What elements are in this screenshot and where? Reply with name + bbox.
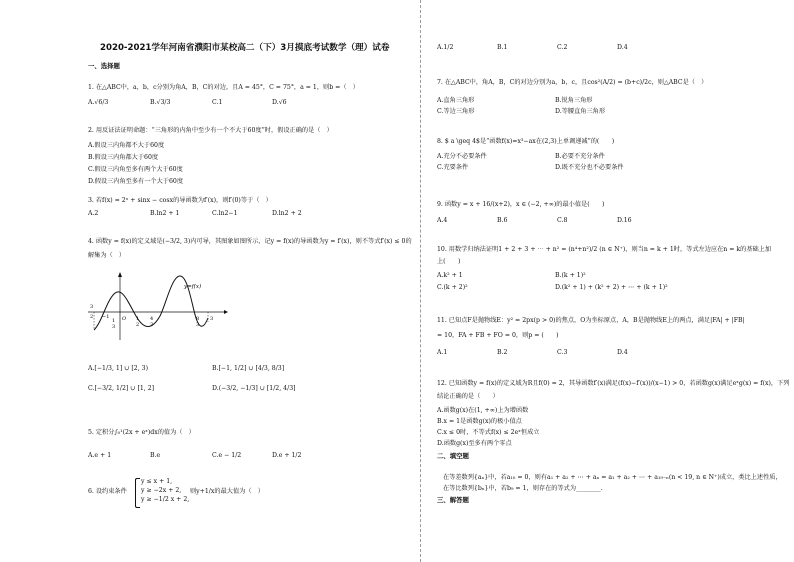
q10-stem-line1: 10. 用数学归纳法证明1 + 2 + 3 + ⋯ + n² = (n⁴+n²)/2 (n ∈ N⁺)，则当n = k + 1时，等式左边应在n = k的基础上加 — [437, 246, 772, 253]
q11-option-d: D.4 — [617, 349, 628, 356]
q11-option-a: A.1 — [437, 349, 448, 356]
tick-label: 3 — [196, 322, 200, 328]
q12-option-b: B.x = 1是函数g(x)的极小值点 — [437, 418, 522, 425]
q1-option-c: C.1 — [212, 99, 223, 106]
q4-option-d: D.(−3/2, −1/3] ∪ [1/2, 4/3] — [212, 385, 296, 392]
curve-label: y=f(x) — [184, 284, 202, 290]
q2-option-d: D.假设三内角至多有一个大于60度 — [88, 178, 184, 185]
q4-stem-line2: 解集为（ ） — [88, 252, 126, 259]
q11-option-c: C.3 — [557, 349, 568, 356]
right-column — [425, 0, 794, 562]
tick-label: 2 — [136, 322, 140, 328]
q6-condition-3: y ≥ −1/2 x + 2, — [141, 496, 190, 503]
constraint-brace — [135, 478, 140, 508]
q3-option-b: B.ln2 + 1 — [150, 210, 180, 217]
section-choice-heading: 一、选择题 — [88, 62, 120, 70]
q6-condition-2: y ≥ −2x + 2, — [141, 487, 182, 494]
q12-option-a: A.函数g(x)在(1, +∞)上为增函数 — [437, 407, 529, 414]
q10-option-c: C.(k + 2)² — [437, 284, 468, 291]
q4-function-graph — [88, 272, 228, 342]
tick-label: 3 — [112, 324, 116, 330]
q8-option-b: B.必要不充分条件 — [555, 153, 605, 160]
tick-label: −1 — [102, 314, 110, 320]
q11-stem-line2: = 10，FA + FB + FO = 0，则p = ( ) — [437, 332, 559, 339]
q2-option-c: C.假设三内角至多有两个大于60度 — [88, 166, 183, 173]
y-axis-arrow-icon — [118, 272, 122, 277]
q5-option-b: B.e — [150, 452, 161, 459]
q1-stem: 1. 在△ABC中，a，b，c分别为角A，B，C的对边，且A = 45°，C = 75°，a = 1，则b =（ ） — [88, 84, 359, 91]
q13-stem-line2: 在等比数列{bₙ}中，若b₉ = 1，则存在的等式为________. — [443, 485, 603, 492]
tick-label: 1 — [136, 316, 140, 322]
q5-option-c: C.e − 1/2 — [212, 452, 242, 459]
section-fill-heading: 二、填空题 — [437, 452, 469, 460]
q8-option-a: A.充分不必要条件 — [437, 153, 487, 160]
q8-option-d: D.既不充分也不必要条件 — [555, 164, 624, 171]
q4-option-c: C.[−3/2, 1/2] ∪ [1, 2] — [88, 385, 155, 392]
q10-option-a: A.k² + 1 — [437, 272, 463, 279]
q5-option-a: A.e + 1 — [88, 452, 112, 459]
q12-stem-line1: 12. 已知函数y = f(x)的定义域为R且f(0) = 2，其导函数f′(x)满足(f(x)−f′(x))/(x−1) > 0，若函数g(x)满足eˣg(x) = f(x)，下列 — [437, 380, 790, 387]
q8-stem: 8. $ a \geq 4$是“函数f(x)=x³−ax在(2,3)上单调递减”的( ) — [437, 138, 615, 145]
q6-option-c: C.2 — [557, 44, 568, 51]
q13-stem-line1: 在等差数列{aₙ}中，若a₁₀ = 0，则有a₁ + a₂ + ⋯ + aₙ = a₁ + a₂ + ⋯ + a₁₉₋ₙ(n < 19, n ∈ N⁺)成立，类比上述性质， — [443, 474, 782, 481]
q9-option-b: B.6 — [497, 217, 508, 224]
q5-option-d: D.e + 1/2 — [272, 452, 302, 459]
q7-stem: 7. 在△ABC中，角A，B，C的对边分别为a，b，c，且cos²(A/2) = (b+c)/2c，则△ABC是（ ） — [437, 79, 708, 86]
q4-option-b: B.[−1, 1/2] ∪ [4/3, 8/3] — [212, 365, 285, 372]
q1-option-b: B.√3/3 — [150, 99, 171, 106]
q12-stem-line2: 结论正确的是（ ） — [437, 393, 499, 400]
q6-option-d: D.4 — [617, 44, 628, 51]
q10-stem-line2: 上( ) — [437, 258, 461, 265]
column-divider — [420, 0, 421, 562]
q9-option-c: C.8 — [557, 217, 568, 224]
q3-stem: 3. 若f(x) = 2ˣ + sinx − cosx的导函数为f′(x)，则f′(0)等于（ ） — [88, 197, 272, 204]
q2-option-b: B.假设三内角都大于60度 — [88, 154, 159, 161]
q9-option-a: A.4 — [437, 217, 448, 224]
q11-option-b: B.2 — [497, 349, 508, 356]
q12-option-c: C.x ≤ 0时，不等式f(x) ≤ 2eˣ恒成立 — [437, 429, 540, 436]
q10-option-b: B.(k + 1)² — [555, 272, 586, 279]
q7-option-d: D.等腰直角三角形 — [555, 108, 606, 115]
tick-label: 1 — [112, 318, 116, 324]
q10-option-d: D.(k² + 1) + (k² + 2) + ⋯ + (k + 1)² — [555, 284, 668, 291]
tick-label: 2 — [90, 314, 94, 320]
q6-option-b: B.1 — [497, 44, 508, 51]
q5-stem: 5. 定积分∫₀¹(2x + eˣ)dx的值为（ ） — [88, 429, 195, 436]
q2-stem: 2. 用反证法证明命题：“三角形的内角中至少有一个不大于60度”时，假设正确的是（ ） — [88, 127, 333, 134]
q12-option-d: D.函数g(x)至多有两个零点 — [437, 440, 512, 447]
tick-label: 3 — [90, 304, 94, 310]
tick-label: 3 — [150, 322, 154, 328]
q3-option-d: D.ln2 + 2 — [272, 210, 302, 217]
q6-condition-1: y ≤ x + 1, — [141, 478, 173, 485]
q1-option-d: D.√6 — [272, 99, 287, 106]
q4-stem-line1: 4. 函数y = f(x)的定义域是(−3/2, 3)内可导，其图象如图所示，记y = f(x)的导函数为y = f′(x)，则不等式f′(x) ≤ 0的 — [88, 238, 412, 245]
q7-option-a: A.直角三角形 — [437, 97, 475, 104]
q2-option-a: A.假设三内角都不大于60度 — [88, 142, 165, 149]
q8-option-c: C.充要条件 — [437, 164, 469, 171]
q3-option-c: C.ln2−1 — [212, 210, 238, 217]
x-axis-arrow-icon — [224, 310, 228, 314]
q4-option-a: A.[−1/3, 1] ∪ [2, 3) — [88, 365, 149, 372]
q3-option-a: A.2 — [88, 210, 99, 217]
q9-stem: 9. 函数y = x + 16/(x+2)，x ∈ (−2, +∞)的最小值是( ) — [437, 201, 605, 208]
q7-option-c: C.等边三角形 — [437, 108, 475, 115]
q6-stem: 6. 设约束条件 — [88, 488, 127, 495]
q11-stem-line1: 11. 已知点F是抛物线E：y² = 2px(p > 0)的焦点，O为坐标原点，A，B是抛物线E上的两点，满足|FA| + |FB| — [437, 317, 745, 324]
q9-option-d: D.16 — [617, 217, 632, 224]
q6-option-a: A.1/2 — [437, 44, 454, 51]
q6-stem-tail: 则y+1/x的最大值为（ ） — [190, 488, 264, 495]
tick-label: 3 — [210, 316, 214, 322]
q1-option-a: A.√6/3 — [88, 99, 109, 106]
origin-label: O — [122, 316, 127, 322]
tick-label: 4 — [150, 316, 154, 322]
q7-option-b: B.锐角三角形 — [555, 97, 593, 104]
section-solve-heading: 三、解答题 — [437, 496, 469, 504]
exam-title: 2020-2021学年河南省濮阳市某校高二（下）3月摸底考试数学（理）试卷 — [100, 43, 390, 53]
tick-label: 8 — [196, 316, 200, 322]
